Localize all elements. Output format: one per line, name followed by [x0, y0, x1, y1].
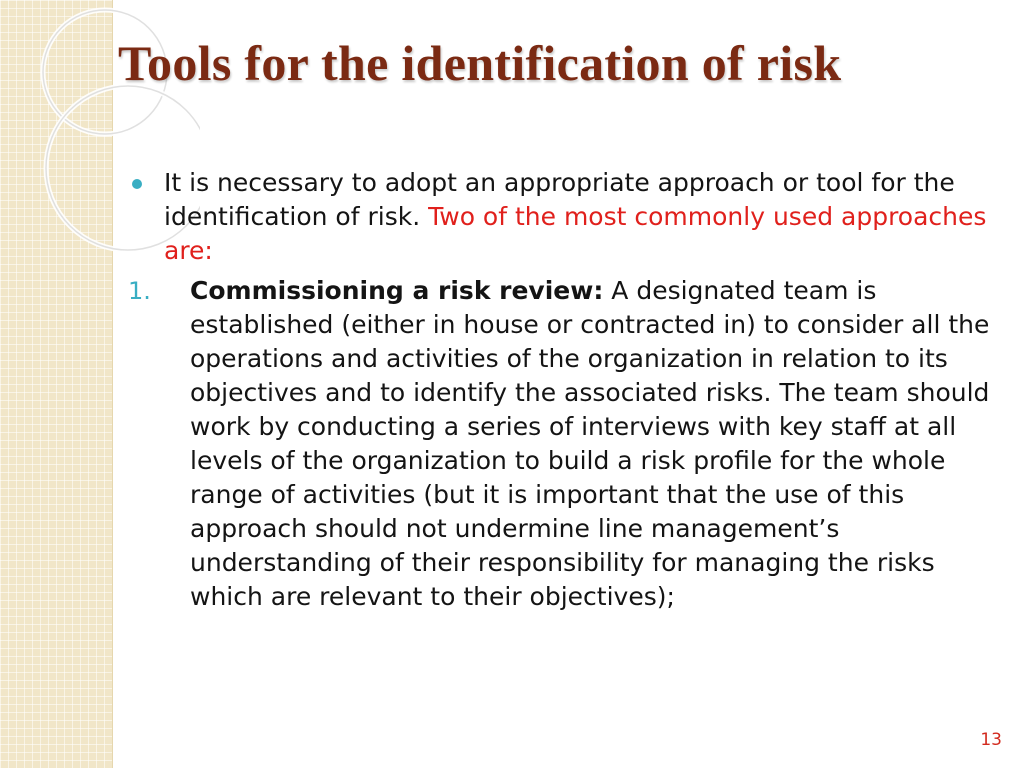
bullet-item	[128, 166, 990, 268]
page-number: 13	[980, 730, 1002, 750]
bullet-text: It is necessary to adopt an appropriate approach or tool for the identification of risk.	[164, 168, 955, 231]
slide-title: Tools for the identification of risk	[118, 35, 842, 91]
bullet-dot-icon	[132, 179, 142, 189]
numbered-item-body: A designated team is established (either in house or contracted in) to consider all the operations and activities of the organization in relation to its objectives and to identify the associated risks. The team should work by conducting a series of interviews with key staff at all levels of the organization to build a risk profile for the whole range of activities (but it is important that the use of this approach should not undermine line management’s understanding of their responsibility for managing the risks which are relevant to their objectives);	[190, 276, 990, 611]
decorative-sidebar	[0, 0, 113, 768]
bullet-highlight-text: Two of the most commonly used approaches are:	[164, 202, 987, 265]
numbered-item-lead: Commissioning a risk review:	[190, 276, 604, 305]
numbered-marker: 1.	[128, 277, 151, 305]
numbered-item	[128, 274, 990, 614]
slide-body	[128, 166, 990, 614]
